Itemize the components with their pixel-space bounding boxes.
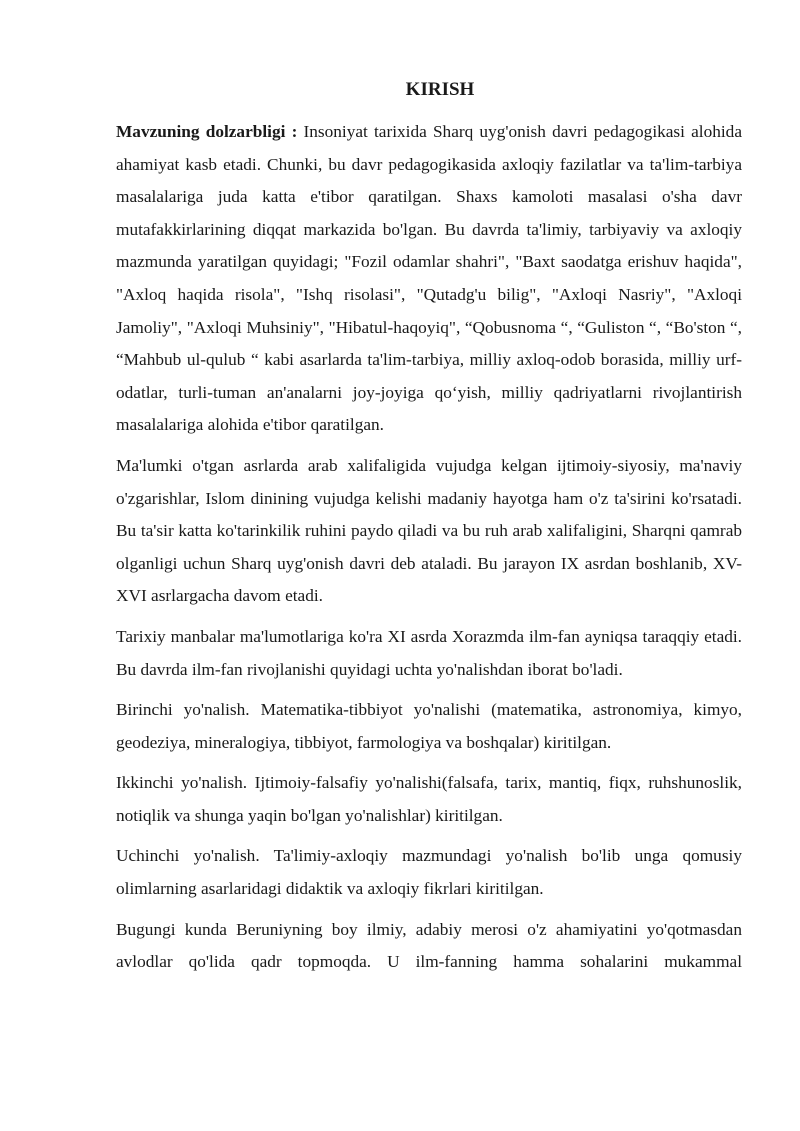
paragraph-6: Bugungi kunda Beruniyning boy ilmiy, adabiy merosi o'z ahamiyatini yo'qotmasdan avlodlar qo'lida qadr topmoqda. U ilm-fanning hamma sohalarini mukammal — [116, 919, 742, 972]
paragraph-5: Uchinchi yo'nalish. Ta'limiy-axloqiy mazmundagi yo'nalish bo'lib unga qomusiy olimlarning asarlaridagi didaktik va axloqiy fikrlari kiritilgan. — [116, 846, 742, 899]
paragraph-1: Ma'lumki o'tgan asrlarda arab xalifaligida vujudga kelgan ijtimoiy-siyosiy, ma'naviy o'zgarishlar, Islom dinining vujudga kelishi madaniy hayotga ham o'z ta'sirini ko'rsatadi. Bu ta'sir katta ko'tarinkilik ruhini paydo qiladi va bu ruh arab xalifaligini, Sharqni qamrab olganligi uchun Sharq uyg'onish davri deb ataladi. Bu jarayon IX asrdan boshlanib, XV-XVI asrlargacha davom etadi. — [116, 455, 742, 606]
paragraph-2: Tarixiy manbalar ma'lumotlariga ko'ra XI asrda Xorazmda ilm-fan ayniqsa taraqqiy etadi. Bu davrda ilm-fan rivojlanishi quyidagi uchta yo'nalishdan iborat bo'ladi. — [116, 626, 742, 679]
intro-text: Insoniyat tarixida Sharq uyg'onish davri pedagogikasi alohida ahamiyat kasb etadi. Chunki, bu davr pedagogikasida axloqiy fazilatlar va ta'lim-tarbiya masalalariga juda katta e'tibor qaratilgan. Shaxs kamoloti masalasi o'sha davr mutafakkirlarining diqqat markazida bo'lgan. Bu davrda ta'limiy, tarbiyaviy va axloqiy mazmunda yaratilgan quyidagi; "Fozil odamlar shahri", "Baxt saodatga erishuv haqida", "Axloq haqida risola", "Ishq risolasi", "Qutadg'u bilig", "Axloqi Nasriy", "Axloqi Jamoliy", "Axloqi Muhsiniy", "Hibatul-haqoyiq", “Qobusnoma “, “Guliston “, “Bo'ston “, “Mahbub ul-qulub “ kabi asarlarda ta'lim-tarbiya, milliy axloq-odob borasida, milliy urf-odatlar, turli-tuman an'analarni joy-joyiga qo‘yish, milliy qadriyatlarni rivojlantirish masalalariga alohida e'tibor qaratilgan. — [116, 122, 742, 435]
section-title: KIRISH — [405, 79, 475, 100]
intro-lead: Mavzuning dolzarbligi : — [116, 122, 298, 141]
paragraph-3: Birinchi yo'nalish. Matematika-tibbiyot yo'nalishi (matematika, astronomiya, kimyo, geodeziya, mineralogiya, tibbiyot, farmologiya va boshqalar) kiritilgan. — [116, 700, 742, 752]
document-body — [116, 76, 742, 987]
paragraph-4: Ikkinchi yo'nalish. Ijtimoiy-falsafiy yo'nalishi(falsafa, tarix, mantiq, fiqx, ruhshunoslik, notiqlik va shunga yaqin bo'lgan yo'nalishlar) kiritilgan. — [116, 773, 742, 825]
intro-paragraph — [116, 116, 742, 442]
